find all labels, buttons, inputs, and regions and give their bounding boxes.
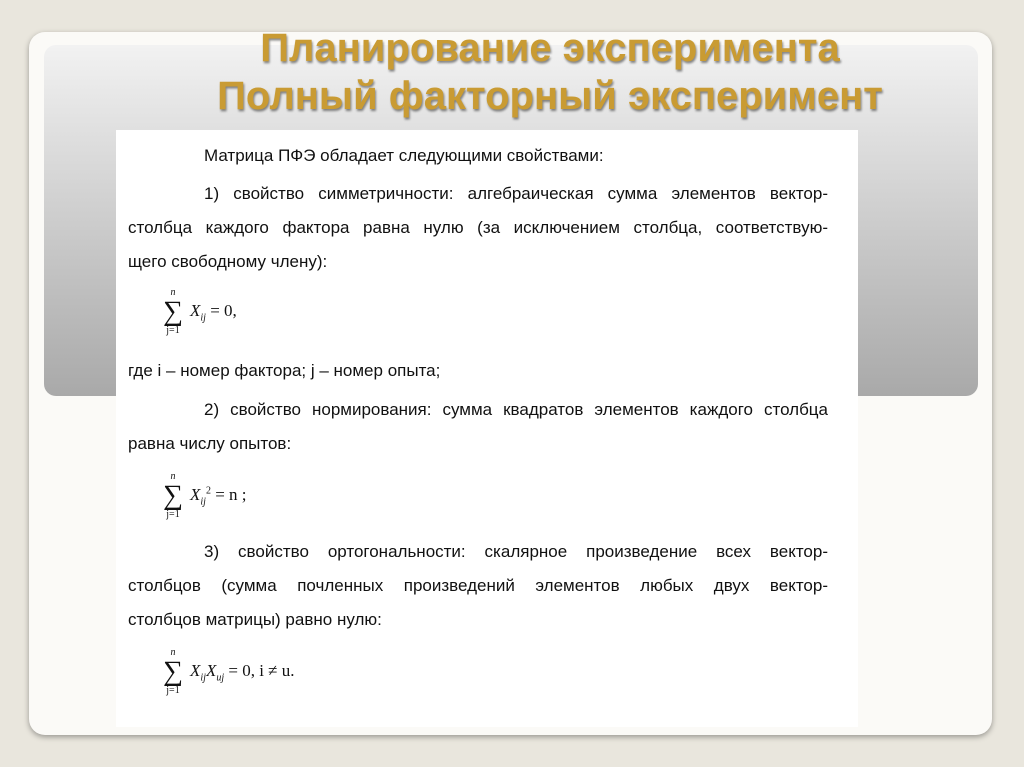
sum-symbol: n ∑ j=1	[163, 647, 183, 696]
formula-orthogonality: n ∑ j=1 $X_{ij}X_{uj} = 0$, i ≠ u.	[160, 648, 295, 696]
property-1-line-1: 1) свойство симметричности: алгебраическая сумма элементов вектор-	[204, 184, 828, 203]
document-page	[116, 130, 858, 727]
property-1-line-3: щего свободному члену):	[128, 252, 328, 271]
sum-symbol: n ∑ j=1	[163, 471, 183, 520]
property-2-line-1: 2) свойство нормирования: сумма квадратов элементов каждого столбца	[204, 400, 828, 419]
property-3-line-3: столбцов матрицы) равно нулю:	[128, 610, 382, 629]
property-2-line-2: равна числу опытов:	[128, 434, 292, 453]
title-line-1: Планирование эксперимента	[260, 26, 840, 70]
property-1-line-2: столбца каждого фактора равна нулю (за исключением столбца, соответствую-	[128, 218, 828, 237]
intro-text: Матрица ПФЭ обладает следующими свойствами:	[204, 146, 604, 165]
sum-symbol: n ∑ j=1	[163, 287, 183, 336]
where-text: где i – номер фактора; j – номер опыта;	[128, 361, 441, 380]
formula-normalization: n ∑ j=1 $X_{ij}^2 = n$ ;	[160, 472, 247, 520]
slide-title	[160, 24, 940, 120]
property-3-line-2: столбцов (сумма почленных произведений элементов любых двух вектор-	[128, 576, 828, 595]
title-line-2: Полный факторный эксперимент	[217, 74, 883, 118]
formula-symmetry: n ∑ j=1 $X_{ij} = 0$,	[160, 288, 237, 336]
property-3-line-1: 3) свойство ортогональности: скалярное произведение всех вектор-	[204, 542, 828, 561]
